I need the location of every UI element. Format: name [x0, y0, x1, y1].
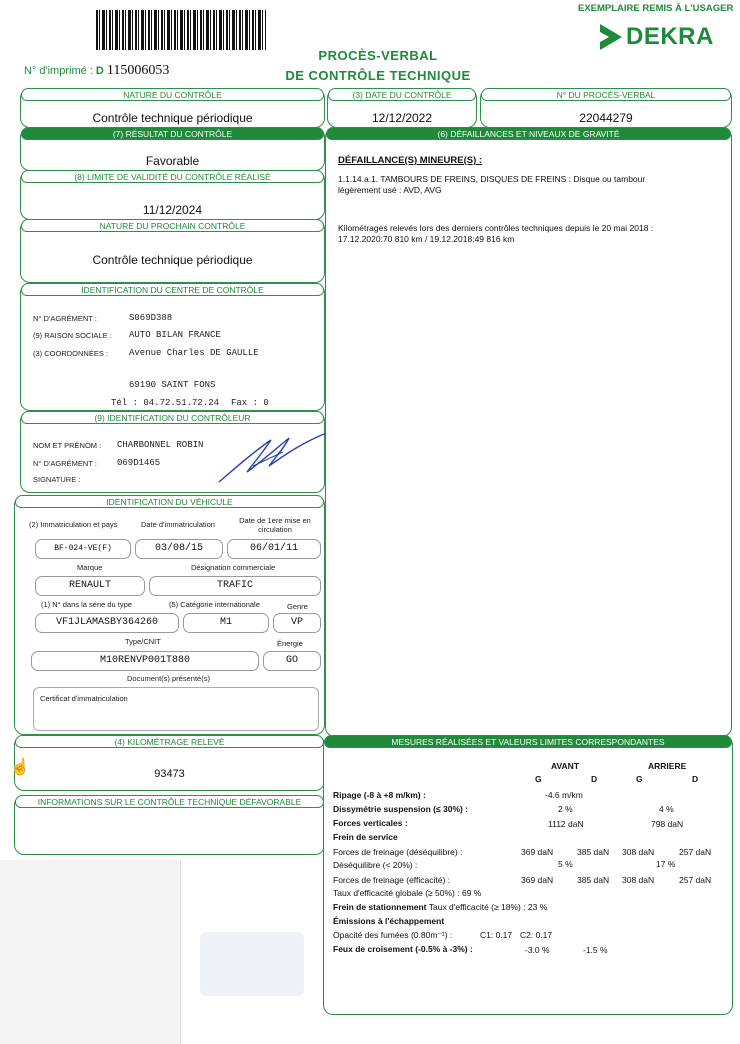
defaillances-header: (6) DÉFAILLANCES ET NIVEAUX DE GRAVITÉ: [326, 127, 731, 140]
documents-box: [33, 687, 319, 731]
sticker-mark: [200, 932, 304, 996]
km-history-line1: Kilométrages relevés lors des derniers contrôles techniques depuis le 20 mai 2018 :: [338, 223, 654, 233]
forces-vert-avant: 1112 daN: [548, 819, 584, 829]
pv-number-header: N° DU PROCÈS-VERBAL: [481, 88, 731, 101]
stationnement-label: Frein de stationnement: [333, 902, 427, 912]
document-title-1: PROCÈS-VERBAL: [318, 48, 438, 63]
forces-vert-label: Forces verticales :: [333, 818, 408, 828]
fd-avant-d: 385 daN: [577, 847, 610, 857]
exemplaire-label: EXEMPLAIRE REMIS À L'USAGER: [578, 3, 734, 14]
centre-agrement-label: N° D'AGRÉMENT :: [33, 314, 97, 323]
hand-cursor-icon: ☝: [10, 759, 30, 776]
vehicule-header: IDENTIFICATION DU VÉHICULE: [15, 495, 324, 508]
categorie-value: M1: [183, 613, 269, 633]
fe-arriere-d: 257 daN: [679, 875, 712, 885]
feux-g: -3.0 %: [525, 945, 550, 955]
resultat-header: (7) RÉSULTAT DU CONTRÔLE: [21, 127, 324, 140]
immat-label: (2) Immatriculation et pays: [29, 520, 118, 529]
energie-value: GO: [263, 651, 321, 671]
resultat-value: Favorable: [145, 154, 200, 168]
validite-header: (8) LIMITE DE VALIDITÉ DU CONTRÔLE RÉALISÉ: [21, 170, 324, 183]
controleur-nom: CHARBONNEL ROBIN: [117, 440, 204, 450]
nature-controle-header: NATURE DU CONTRÔLE: [21, 88, 324, 101]
nature-controle-value: Contrôle technique périodique: [92, 111, 253, 125]
stationnement-row: [333, 902, 547, 912]
validite-box: [20, 170, 325, 220]
centre-ville: 69190 SAINT FONS: [129, 380, 216, 390]
ripage-label: Ripage (-8 à +8 m/km) :: [333, 790, 426, 800]
arriere-header: ARRIERE: [648, 761, 687, 771]
dissym-label: Dissymétrie suspension (≤ 30%) :: [333, 804, 469, 814]
avant-header: AVANT: [551, 761, 580, 771]
fe-label: Forces de freinage (efficacité) :: [333, 875, 451, 885]
pv-number-box: [480, 88, 732, 128]
fd-avant-g: 369 daN: [521, 847, 554, 857]
ripage-value: -4.6 m/km: [545, 790, 583, 800]
frein-service-label: Frein de service: [333, 832, 398, 842]
barcode: [96, 10, 266, 50]
fe-avant-d: 385 daN: [577, 875, 610, 885]
dissym-arriere: 4 %: [659, 804, 674, 814]
imprime-number: N° d'imprimé : D 115006053: [24, 63, 170, 78]
centre-fax: Fax : 0: [231, 398, 269, 408]
signature-image: [213, 426, 333, 486]
controleur-agrement-label: N° D'AGRÉMENT :: [33, 459, 97, 468]
document-title-2: DE CONTRÔLE TECHNIQUE: [285, 68, 471, 83]
genre-value: VP: [273, 613, 321, 633]
scan-shadow: [0, 860, 180, 1044]
centre-agrement: S069D388: [129, 313, 173, 323]
opacite-c1: C1: 0.17: [480, 930, 513, 940]
type-value: M10RENVP001T880: [31, 651, 259, 671]
fd-label: Forces de freinage (déséquilibre) :: [333, 847, 463, 857]
forces-vert-arriere: 798 daN: [651, 819, 684, 829]
feux-label: Feux de croisement (-0.5% à -3%) :: [333, 944, 473, 954]
feux-d: -1.5 %: [583, 945, 608, 955]
type-label: Type/CNIT: [125, 637, 161, 646]
deseq-label: Déséquilibre (< 20%) :: [333, 860, 418, 870]
centre-raison: AUTO BILAN FRANCE: [129, 330, 221, 340]
centre-box: [20, 283, 325, 411]
defaillance-item-line2: légèrement usé : AVD, AVG: [338, 185, 442, 195]
fd-arriere-g: 308 daN: [622, 847, 655, 857]
avant-d: D: [591, 774, 598, 784]
defaillances-box: [325, 127, 732, 737]
date-mise-value: 06/01/11: [227, 539, 321, 559]
serie-label: (1) N° dans la série du type: [41, 600, 132, 609]
controleur-signature-label: SIGNATURE :: [33, 475, 81, 484]
deseq-arriere: 17 %: [656, 859, 676, 869]
opacite-c2: C2: 0.17: [520, 930, 553, 940]
centre-adresse: Avenue Charles DE GAULLE: [129, 348, 259, 358]
date-immat-label: Date d'immatriculation: [141, 520, 215, 529]
arriere-g: G: [636, 774, 643, 784]
kilometrage-value: 93473: [154, 768, 185, 780]
prochain-value: Contrôle technique périodique: [92, 253, 253, 267]
avant-g: G: [535, 774, 542, 784]
nature-controle-box: [20, 88, 325, 128]
immat-value: BF-024-VE(F): [35, 539, 131, 559]
genre-label: Genre: [287, 602, 308, 611]
validite-value: 11/12/2024: [142, 203, 203, 217]
dekra-logo: [598, 22, 728, 52]
fe-arriere-g: 308 daN: [622, 875, 655, 885]
dekra-arrow-icon: [598, 22, 624, 52]
pv-number-value: 22044279: [579, 111, 633, 125]
arriere-d: D: [692, 774, 699, 784]
stationnement-value: Taux d'efficacité (≥ 18%) : 23 %: [428, 902, 548, 912]
defaillance-item-line1: 1.1.14.a.1. TAMBOURS DE FREINS, DISQUES DE FREINS : Disque ou tambour: [338, 174, 646, 184]
deseq-avant: 5 %: [558, 859, 573, 869]
categorie-label: (5) Catégorie internationale: [169, 600, 260, 609]
centre-tel: Tél : 04.72.51.72.24: [111, 398, 220, 408]
centre-raison-label: (9) RAISON SOCIALE :: [33, 331, 112, 340]
dissym-avant: 2 %: [558, 804, 573, 814]
kilometrage-box: [14, 735, 325, 791]
date-controle-box: [327, 88, 477, 128]
prochain-box: [20, 219, 325, 283]
controleur-agrement: 069D1465: [117, 458, 161, 468]
energie-label: Énergie: [277, 639, 303, 648]
defavorable-box: [14, 795, 325, 855]
documents-label: Document(s) présenté(s): [127, 674, 210, 683]
prochain-header: NATURE DU PROCHAIN CONTRÔLE: [21, 219, 324, 232]
defavorable-header: INFORMATIONS SUR LE CONTRÔLE TECHNIQUE DÉFAVORABLE: [15, 795, 324, 808]
opacite-label: Opacité des fumées (0.80m⁻¹) :: [333, 930, 453, 940]
date-controle-header: (3) DATE DU CONTRÔLE: [328, 88, 476, 101]
centre-coord-label: (3) COORDONNÉES :: [33, 349, 109, 358]
fd-arriere-d: 257 daN: [679, 847, 712, 857]
date-mise-label: Date de 1ere mise en circulation: [239, 516, 311, 534]
centre-header: IDENTIFICATION DU CENTRE DE CONTRÔLE: [21, 283, 324, 296]
marque-label: Marque: [77, 563, 103, 572]
dekra-wordmark: DEKRA: [626, 23, 714, 50]
marque-value: RENAULT: [35, 576, 145, 596]
defaillances-heading: DÉFAILLANCE(S) MINEURE(S) :: [338, 155, 483, 166]
scan-edge: [180, 860, 181, 1044]
controleur-box: [20, 411, 325, 493]
resultat-box: [20, 127, 325, 171]
designation-value: TRAFIC: [149, 576, 321, 596]
documents-value: Certificat d'immatriculation: [40, 694, 128, 703]
controleur-nom-label: NOM ET PRÉNOM :: [33, 441, 102, 450]
mesures-header: MESURES RÉALISÉES ET VALEURS LIMITES CORRESPONDANTES: [324, 735, 732, 748]
km-history-line2: 17.12.2020:70 810 km / 19.12.2018:49 816 km: [338, 234, 515, 244]
emissions-label: Émissions à l'échappement: [333, 916, 445, 926]
serie-value: VF1JLAMASBY364260: [35, 613, 179, 633]
vehicule-box: [14, 495, 325, 735]
date-immat-value: 03/08/15: [135, 539, 223, 559]
fe-avant-g: 369 daN: [521, 875, 554, 885]
taux-efficacite: Taux d'efficacité globale (≥ 50%) : 69 %: [333, 888, 482, 898]
designation-label: Désignation commerciale: [191, 563, 276, 572]
kilometrage-header: (4) KILOMÉTRAGE RELEVÉ: [15, 735, 324, 748]
date-controle-value: 12/12/2022: [371, 111, 433, 125]
controleur-header: (9) IDENTIFICATION DU CONTRÔLEUR: [21, 411, 324, 424]
